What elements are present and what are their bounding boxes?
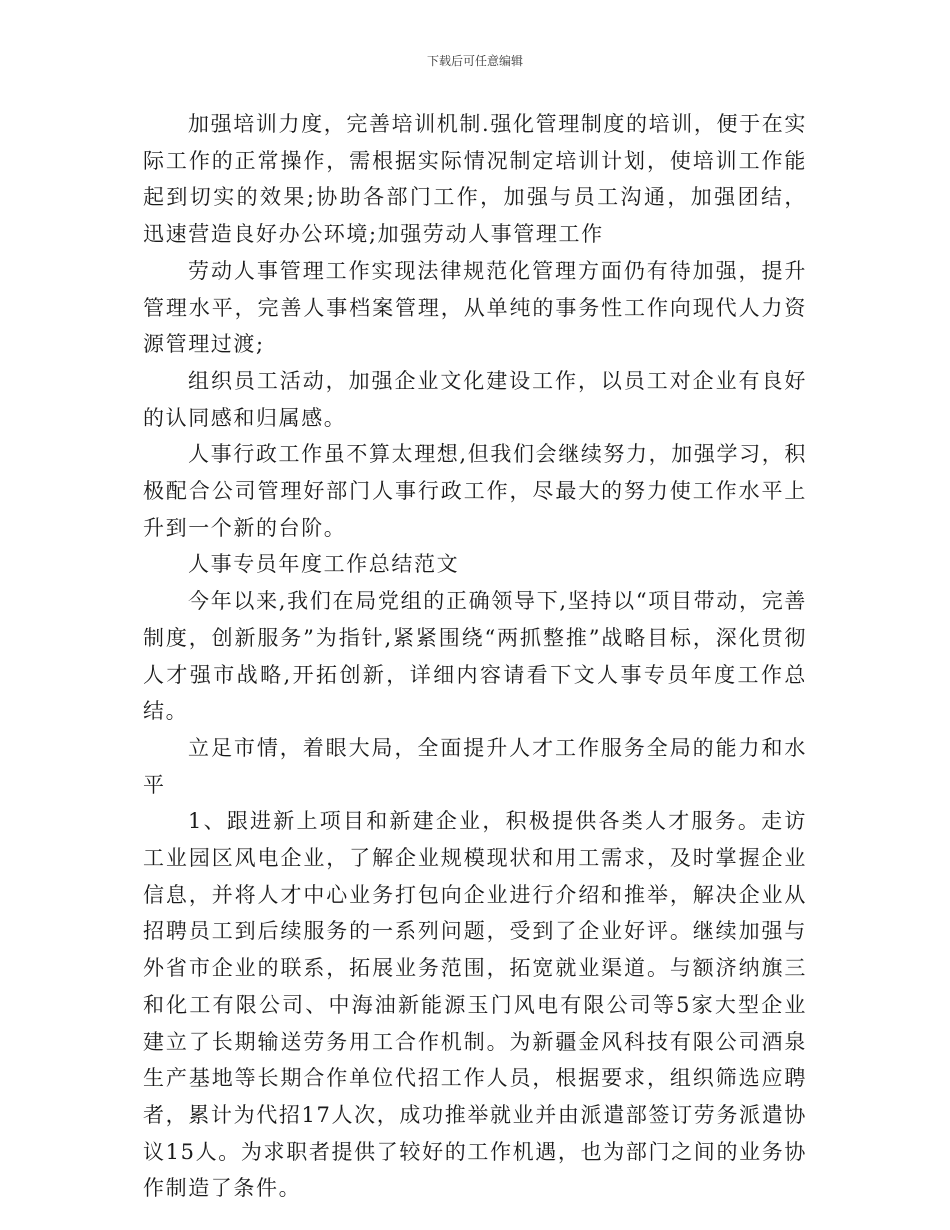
paragraph: 加强培训力度，完善培训机制.强化管理制度的培训，便于在实际工作的正常操作，需根据实际情况制定培训计划，使培训工作能起到切实的效果;协助各部门工作，加强与员工沟通，加强团结，迅速营造良好办公环境;加强劳动人事管理工作 <box>143 112 807 247</box>
paragraph: 1、跟进新上项目和新建企业，积极提供各类人才服务。走访工业园区风电企业，了解企业规模现状和用工需求，及时掌握企业信息，并将人才中心业务打包向企业进行介绍和推举，解决企业从招聘员工到后续服务的一系列问题，受到了企业好评。继续加强与外省市企业的联系，拓展业务范围，拓宽就业渠道。与额济纳旗三和化工有限公司、中海油新能源玉门风电有限公司等5家大型企业建立了长期输送劳务用工合作机制。为新疆金风科技有限公司酒泉生产基地等长期合作单位代招工作人员，根据要求，组织筛选应聘者，累计为代招17人次，成功推举就业并由派遣部签订劳务派遣协议15人。为求职者提供了较好的工作机遇，也为部门之间的业务协作制造了条件。 <box>143 809 807 1201</box>
paragraph: 人事行政工作虽不算太理想,但我们会继续努力，加强学习，积极配合公司管理好部门人事行政工作，尽最大的努力使工作水平上升到一个新的台阶。 <box>143 442 807 540</box>
document-body <box>143 106 807 1207</box>
paragraph: 组织员工活动，加强企业文化建设工作，以员工对企业有良好的认同感和归属感。 <box>143 368 807 430</box>
paragraph: 今年以来,我们在局党组的正确领导下,坚持以“项目带动，完善制度，创新服务”为指针,紧紧围绕“两抓整推”战略目标，深化贯彻人才强市战略,开拓创新，详细内容请看下文人事专员年度工作总结。 <box>143 589 807 724</box>
paragraph: 劳动人事管理工作实现法律规范化管理方面仍有待加强，提升管理水平，完善人事档案管理，从单纯的事务性工作向现代人力资源管理过渡; <box>143 258 807 357</box>
paragraph: 立足市情，着眼大局，全面提升人才工作服务全局的能力和水平 <box>143 735 807 797</box>
page-header: 下载后可任意编辑 <box>426 54 523 68</box>
section-title: 人事专员年度工作总结范文 <box>188 552 460 577</box>
